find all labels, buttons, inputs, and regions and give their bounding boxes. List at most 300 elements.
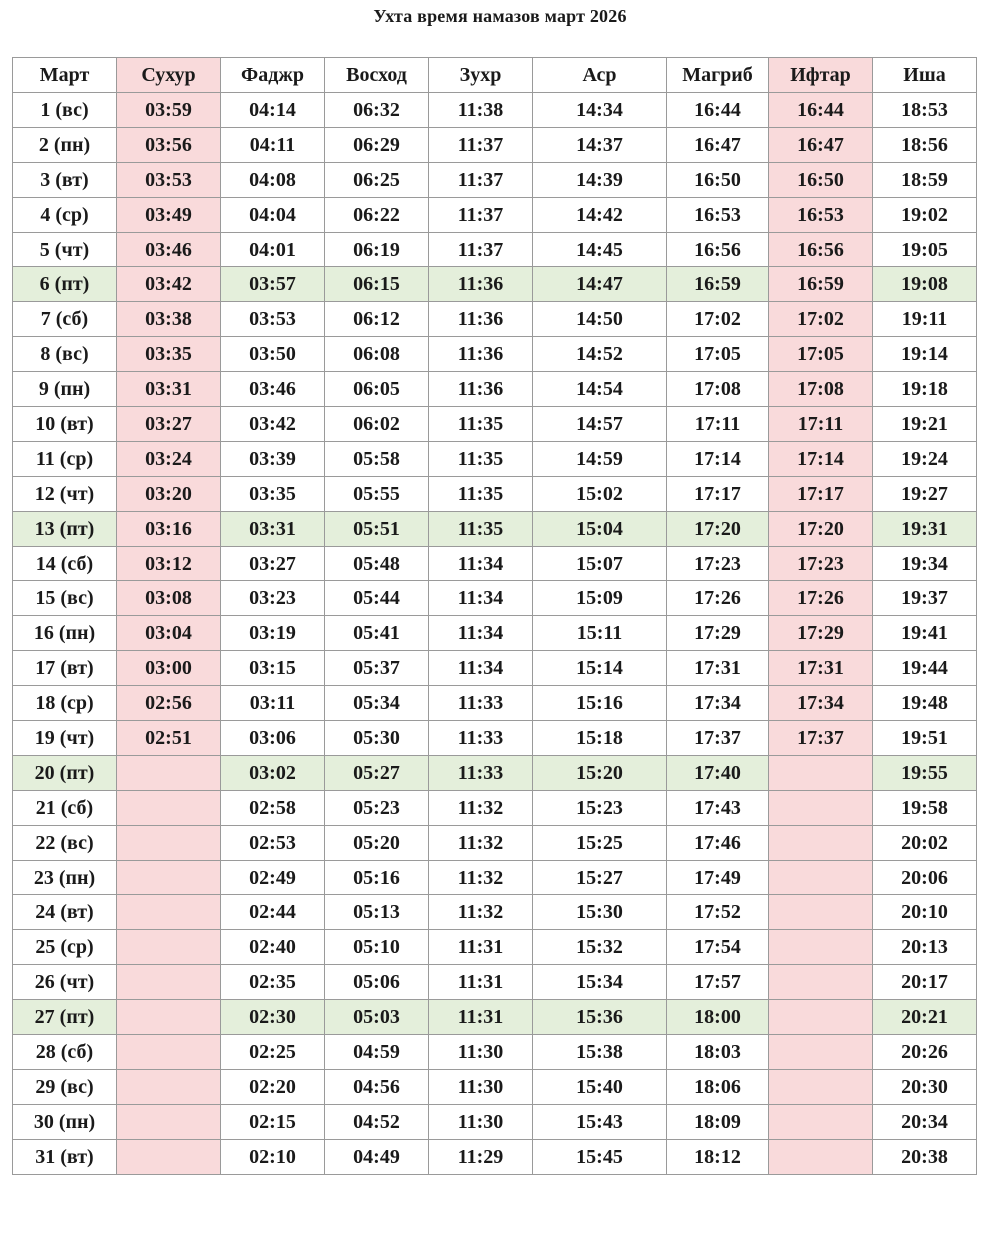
cell-suhur: 03:46	[117, 232, 221, 267]
cell-maghrib: 16:59	[667, 267, 769, 302]
cell-zuhr: 11:31	[429, 965, 533, 1000]
cell-zuhr: 11:38	[429, 93, 533, 128]
cell-suhur	[117, 1000, 221, 1035]
cell-asr: 15:45	[533, 1139, 667, 1174]
cell-fajr: 04:01	[221, 232, 325, 267]
table-row	[13, 441, 977, 476]
cell-zuhr: 11:30	[429, 1069, 533, 1104]
cell-maghrib: 18:03	[667, 1035, 769, 1070]
cell-day: 28 (сб)	[13, 1035, 117, 1070]
table-row	[13, 197, 977, 232]
cell-zuhr: 11:37	[429, 197, 533, 232]
cell-maghrib: 17:17	[667, 476, 769, 511]
cell-asr: 15:40	[533, 1069, 667, 1104]
cell-zuhr: 11:34	[429, 616, 533, 651]
cell-maghrib: 17:02	[667, 302, 769, 337]
cell-isha: 19:02	[873, 197, 977, 232]
cell-zuhr: 11:34	[429, 581, 533, 616]
table-row	[13, 651, 977, 686]
cell-suhur: 03:49	[117, 197, 221, 232]
cell-day: 5 (чт)	[13, 232, 117, 267]
cell-iftar: 17:34	[769, 686, 873, 721]
prayer-times-table	[12, 57, 977, 1175]
cell-suhur: 03:42	[117, 267, 221, 302]
header-sunrise: Восход	[325, 58, 429, 93]
cell-sunrise: 05:10	[325, 930, 429, 965]
cell-suhur: 03:27	[117, 407, 221, 442]
cell-maghrib: 18:06	[667, 1069, 769, 1104]
cell-fajr: 03:46	[221, 372, 325, 407]
cell-isha: 19:14	[873, 337, 977, 372]
cell-iftar	[769, 1139, 873, 1174]
cell-iftar	[769, 825, 873, 860]
cell-day: 19 (чт)	[13, 721, 117, 756]
cell-asr: 14:59	[533, 441, 667, 476]
cell-iftar	[769, 790, 873, 825]
cell-isha: 20:13	[873, 930, 977, 965]
cell-zuhr: 11:35	[429, 476, 533, 511]
cell-day: 17 (вт)	[13, 651, 117, 686]
cell-asr: 15:16	[533, 686, 667, 721]
cell-maghrib: 17:23	[667, 546, 769, 581]
cell-sunrise: 05:55	[325, 476, 429, 511]
table-row	[13, 407, 977, 442]
cell-suhur	[117, 930, 221, 965]
cell-asr: 15:36	[533, 1000, 667, 1035]
table-row	[13, 965, 977, 1000]
cell-zuhr: 11:32	[429, 860, 533, 895]
cell-iftar: 17:08	[769, 372, 873, 407]
table-row	[13, 93, 977, 128]
table-row	[13, 511, 977, 546]
cell-isha: 19:27	[873, 476, 977, 511]
cell-iftar	[769, 965, 873, 1000]
cell-fajr: 04:11	[221, 127, 325, 162]
cell-maghrib: 16:56	[667, 232, 769, 267]
cell-day: 9 (пн)	[13, 372, 117, 407]
cell-maghrib: 18:00	[667, 1000, 769, 1035]
header-month: Март	[13, 58, 117, 93]
cell-maghrib: 17:14	[667, 441, 769, 476]
cell-sunrise: 06:29	[325, 127, 429, 162]
cell-suhur: 03:12	[117, 546, 221, 581]
table-row	[13, 546, 977, 581]
cell-fajr: 02:49	[221, 860, 325, 895]
cell-zuhr: 11:37	[429, 232, 533, 267]
cell-suhur	[117, 825, 221, 860]
cell-sunrise: 05:30	[325, 721, 429, 756]
cell-zuhr: 11:30	[429, 1104, 533, 1139]
cell-suhur	[117, 895, 221, 930]
cell-fajr: 03:53	[221, 302, 325, 337]
cell-fajr: 02:30	[221, 1000, 325, 1035]
cell-fajr: 03:02	[221, 755, 325, 790]
cell-day: 26 (чт)	[13, 965, 117, 1000]
cell-sunrise: 05:37	[325, 651, 429, 686]
cell-iftar	[769, 1035, 873, 1070]
cell-maghrib: 17:20	[667, 511, 769, 546]
header-asr: Аср	[533, 58, 667, 93]
table-row	[13, 930, 977, 965]
table-row	[13, 825, 977, 860]
cell-asr: 14:47	[533, 267, 667, 302]
cell-zuhr: 11:30	[429, 1035, 533, 1070]
cell-fajr: 02:10	[221, 1139, 325, 1174]
cell-day: 13 (пт)	[13, 511, 117, 546]
cell-day: 3 (вт)	[13, 162, 117, 197]
cell-iftar: 17:37	[769, 721, 873, 756]
cell-isha: 20:34	[873, 1104, 977, 1139]
cell-isha: 19:58	[873, 790, 977, 825]
cell-maghrib: 16:50	[667, 162, 769, 197]
cell-isha: 20:30	[873, 1069, 977, 1104]
cell-sunrise: 05:41	[325, 616, 429, 651]
cell-iftar: 17:29	[769, 616, 873, 651]
cell-suhur	[117, 965, 221, 1000]
cell-suhur: 03:53	[117, 162, 221, 197]
cell-fajr: 03:57	[221, 267, 325, 302]
cell-suhur: 03:56	[117, 127, 221, 162]
cell-iftar: 16:44	[769, 93, 873, 128]
table-row	[13, 686, 977, 721]
cell-maghrib: 18:09	[667, 1104, 769, 1139]
cell-asr: 14:34	[533, 93, 667, 128]
cell-fajr: 02:44	[221, 895, 325, 930]
cell-asr: 15:30	[533, 895, 667, 930]
cell-zuhr: 11:33	[429, 755, 533, 790]
cell-sunrise: 05:44	[325, 581, 429, 616]
cell-iftar: 17:20	[769, 511, 873, 546]
cell-isha: 19:08	[873, 267, 977, 302]
table-row	[13, 162, 977, 197]
cell-zuhr: 11:36	[429, 337, 533, 372]
cell-isha: 19:31	[873, 511, 977, 546]
cell-fajr: 02:40	[221, 930, 325, 965]
cell-fajr: 02:35	[221, 965, 325, 1000]
cell-suhur	[117, 790, 221, 825]
cell-maghrib: 17:49	[667, 860, 769, 895]
cell-day: 22 (вс)	[13, 825, 117, 860]
cell-isha: 19:55	[873, 755, 977, 790]
cell-iftar	[769, 1104, 873, 1139]
table-row	[13, 860, 977, 895]
cell-sunrise: 05:51	[325, 511, 429, 546]
cell-zuhr: 11:32	[429, 790, 533, 825]
header-zuhr: Зухр	[429, 58, 533, 93]
cell-iftar: 17:02	[769, 302, 873, 337]
cell-isha: 19:24	[873, 441, 977, 476]
cell-asr: 14:37	[533, 127, 667, 162]
cell-day: 11 (ср)	[13, 441, 117, 476]
cell-sunrise: 06:32	[325, 93, 429, 128]
cell-iftar: 17:31	[769, 651, 873, 686]
cell-asr: 14:54	[533, 372, 667, 407]
cell-sunrise: 06:12	[325, 302, 429, 337]
cell-sunrise: 05:13	[325, 895, 429, 930]
cell-zuhr: 11:34	[429, 546, 533, 581]
cell-suhur: 03:04	[117, 616, 221, 651]
cell-isha: 19:11	[873, 302, 977, 337]
cell-maghrib: 17:57	[667, 965, 769, 1000]
cell-maghrib: 17:08	[667, 372, 769, 407]
cell-zuhr: 11:33	[429, 721, 533, 756]
cell-fajr: 03:42	[221, 407, 325, 442]
table-row	[13, 372, 977, 407]
cell-asr: 14:50	[533, 302, 667, 337]
cell-sunrise: 05:23	[325, 790, 429, 825]
header-iftar: Ифтар	[769, 58, 873, 93]
cell-isha: 18:59	[873, 162, 977, 197]
cell-iftar: 17:26	[769, 581, 873, 616]
cell-iftar: 16:56	[769, 232, 873, 267]
cell-zuhr: 11:35	[429, 407, 533, 442]
cell-suhur	[117, 1139, 221, 1174]
cell-asr: 15:23	[533, 790, 667, 825]
cell-fajr: 02:53	[221, 825, 325, 860]
cell-day: 23 (пн)	[13, 860, 117, 895]
cell-maghrib: 16:44	[667, 93, 769, 128]
cell-zuhr: 11:36	[429, 267, 533, 302]
cell-suhur	[117, 1035, 221, 1070]
cell-asr: 15:27	[533, 860, 667, 895]
cell-fajr: 03:50	[221, 337, 325, 372]
cell-asr: 15:14	[533, 651, 667, 686]
cell-suhur: 03:08	[117, 581, 221, 616]
table-row	[13, 476, 977, 511]
cell-suhur	[117, 1069, 221, 1104]
cell-maghrib: 17:54	[667, 930, 769, 965]
cell-suhur	[117, 860, 221, 895]
cell-iftar	[769, 1069, 873, 1104]
cell-sunrise: 05:03	[325, 1000, 429, 1035]
table-row	[13, 616, 977, 651]
cell-iftar: 17:23	[769, 546, 873, 581]
cell-zuhr: 11:33	[429, 686, 533, 721]
cell-asr: 14:45	[533, 232, 667, 267]
cell-isha: 19:34	[873, 546, 977, 581]
cell-asr: 15:25	[533, 825, 667, 860]
cell-isha: 19:41	[873, 616, 977, 651]
cell-day: 1 (вс)	[13, 93, 117, 128]
cell-maghrib: 17:40	[667, 755, 769, 790]
cell-zuhr: 11:32	[429, 895, 533, 930]
cell-suhur: 03:59	[117, 93, 221, 128]
cell-day: 7 (сб)	[13, 302, 117, 337]
cell-fajr: 03:15	[221, 651, 325, 686]
cell-asr: 14:57	[533, 407, 667, 442]
cell-iftar: 17:14	[769, 441, 873, 476]
cell-sunrise: 05:58	[325, 441, 429, 476]
cell-asr: 15:18	[533, 721, 667, 756]
cell-fajr: 03:31	[221, 511, 325, 546]
cell-day: 6 (пт)	[13, 267, 117, 302]
cell-day: 29 (вс)	[13, 1069, 117, 1104]
cell-asr: 15:32	[533, 930, 667, 965]
cell-maghrib: 17:31	[667, 651, 769, 686]
cell-asr: 15:20	[533, 755, 667, 790]
cell-isha: 20:06	[873, 860, 977, 895]
cell-maghrib: 17:46	[667, 825, 769, 860]
cell-fajr: 04:08	[221, 162, 325, 197]
cell-day: 31 (вт)	[13, 1139, 117, 1174]
cell-asr: 15:02	[533, 476, 667, 511]
cell-zuhr: 11:37	[429, 162, 533, 197]
cell-zuhr: 11:31	[429, 1000, 533, 1035]
cell-asr: 15:34	[533, 965, 667, 1000]
cell-fajr: 02:15	[221, 1104, 325, 1139]
cell-isha: 20:02	[873, 825, 977, 860]
cell-sunrise: 06:22	[325, 197, 429, 232]
cell-iftar: 17:05	[769, 337, 873, 372]
cell-fajr: 02:58	[221, 790, 325, 825]
cell-maghrib: 17:34	[667, 686, 769, 721]
cell-zuhr: 11:35	[429, 511, 533, 546]
cell-iftar	[769, 860, 873, 895]
cell-sunrise: 05:34	[325, 686, 429, 721]
cell-day: 15 (вс)	[13, 581, 117, 616]
cell-iftar: 17:17	[769, 476, 873, 511]
cell-suhur	[117, 1104, 221, 1139]
page-title: Ухта время намазов март 2026	[373, 6, 627, 26]
cell-isha: 19:51	[873, 721, 977, 756]
table-row	[13, 127, 977, 162]
cell-sunrise: 05:16	[325, 860, 429, 895]
cell-maghrib: 17:05	[667, 337, 769, 372]
cell-sunrise: 04:52	[325, 1104, 429, 1139]
cell-sunrise: 05:20	[325, 825, 429, 860]
cell-sunrise: 05:27	[325, 755, 429, 790]
cell-suhur	[117, 755, 221, 790]
cell-isha: 18:56	[873, 127, 977, 162]
cell-fajr: 03:35	[221, 476, 325, 511]
cell-maghrib: 17:29	[667, 616, 769, 651]
table-body	[13, 93, 977, 1175]
cell-zuhr: 11:36	[429, 372, 533, 407]
cell-maghrib: 16:47	[667, 127, 769, 162]
cell-isha: 19:21	[873, 407, 977, 442]
cell-day: 2 (пн)	[13, 127, 117, 162]
cell-maghrib: 16:53	[667, 197, 769, 232]
cell-iftar: 16:59	[769, 267, 873, 302]
cell-asr: 15:04	[533, 511, 667, 546]
cell-isha: 19:18	[873, 372, 977, 407]
cell-maghrib: 17:26	[667, 581, 769, 616]
table-row	[13, 1035, 977, 1070]
cell-fajr: 03:23	[221, 581, 325, 616]
cell-fajr: 03:19	[221, 616, 325, 651]
table-row	[13, 232, 977, 267]
cell-suhur: 03:20	[117, 476, 221, 511]
header-isha: Иша	[873, 58, 977, 93]
cell-sunrise: 06:19	[325, 232, 429, 267]
cell-zuhr: 11:29	[429, 1139, 533, 1174]
cell-fajr: 02:25	[221, 1035, 325, 1070]
cell-zuhr: 11:36	[429, 302, 533, 337]
cell-fajr: 02:20	[221, 1069, 325, 1104]
header-maghrib: Магриб	[667, 58, 769, 93]
cell-sunrise: 04:56	[325, 1069, 429, 1104]
cell-iftar	[769, 895, 873, 930]
table-row	[13, 337, 977, 372]
cell-isha: 20:10	[873, 895, 977, 930]
cell-maghrib: 17:43	[667, 790, 769, 825]
cell-day: 27 (пт)	[13, 1000, 117, 1035]
cell-sunrise: 05:06	[325, 965, 429, 1000]
cell-fajr: 03:11	[221, 686, 325, 721]
cell-iftar	[769, 1000, 873, 1035]
cell-sunrise: 06:25	[325, 162, 429, 197]
cell-sunrise: 06:15	[325, 267, 429, 302]
cell-zuhr: 11:37	[429, 127, 533, 162]
cell-day: 25 (ср)	[13, 930, 117, 965]
table-row	[13, 1069, 977, 1104]
cell-isha: 20:26	[873, 1035, 977, 1070]
cell-day: 24 (вт)	[13, 895, 117, 930]
cell-suhur: 02:51	[117, 721, 221, 756]
cell-asr: 15:43	[533, 1104, 667, 1139]
table-row	[13, 790, 977, 825]
cell-day: 18 (ср)	[13, 686, 117, 721]
cell-sunrise: 04:49	[325, 1139, 429, 1174]
cell-suhur: 03:31	[117, 372, 221, 407]
cell-asr: 15:11	[533, 616, 667, 651]
cell-suhur: 03:38	[117, 302, 221, 337]
cell-day: 20 (пт)	[13, 755, 117, 790]
table-row	[13, 1000, 977, 1035]
cell-suhur: 03:00	[117, 651, 221, 686]
cell-iftar: 16:47	[769, 127, 873, 162]
cell-isha: 20:21	[873, 1000, 977, 1035]
cell-iftar: 17:11	[769, 407, 873, 442]
table-row	[13, 302, 977, 337]
cell-suhur: 03:24	[117, 441, 221, 476]
cell-sunrise: 06:02	[325, 407, 429, 442]
cell-fajr: 04:04	[221, 197, 325, 232]
cell-asr: 15:07	[533, 546, 667, 581]
cell-asr: 14:39	[533, 162, 667, 197]
cell-iftar: 16:50	[769, 162, 873, 197]
cell-day: 30 (пн)	[13, 1104, 117, 1139]
cell-isha: 20:38	[873, 1139, 977, 1174]
cell-day: 21 (сб)	[13, 790, 117, 825]
cell-zuhr: 11:35	[429, 441, 533, 476]
table-row	[13, 581, 977, 616]
cell-isha: 19:44	[873, 651, 977, 686]
cell-suhur: 02:56	[117, 686, 221, 721]
cell-asr: 15:09	[533, 581, 667, 616]
cell-sunrise: 05:48	[325, 546, 429, 581]
cell-iftar: 16:53	[769, 197, 873, 232]
cell-sunrise: 06:05	[325, 372, 429, 407]
cell-isha: 20:17	[873, 965, 977, 1000]
table-row	[13, 1104, 977, 1139]
table-row	[13, 721, 977, 756]
cell-asr: 14:52	[533, 337, 667, 372]
cell-day: 16 (пн)	[13, 616, 117, 651]
cell-iftar	[769, 755, 873, 790]
cell-maghrib: 17:52	[667, 895, 769, 930]
cell-sunrise: 06:08	[325, 337, 429, 372]
cell-suhur: 03:35	[117, 337, 221, 372]
cell-isha: 19:05	[873, 232, 977, 267]
cell-zuhr: 11:32	[429, 825, 533, 860]
cell-zuhr: 11:34	[429, 651, 533, 686]
cell-isha: 18:53	[873, 93, 977, 128]
cell-maghrib: 17:11	[667, 407, 769, 442]
cell-fajr: 03:39	[221, 441, 325, 476]
cell-maghrib: 17:37	[667, 721, 769, 756]
table-row	[13, 1139, 977, 1174]
